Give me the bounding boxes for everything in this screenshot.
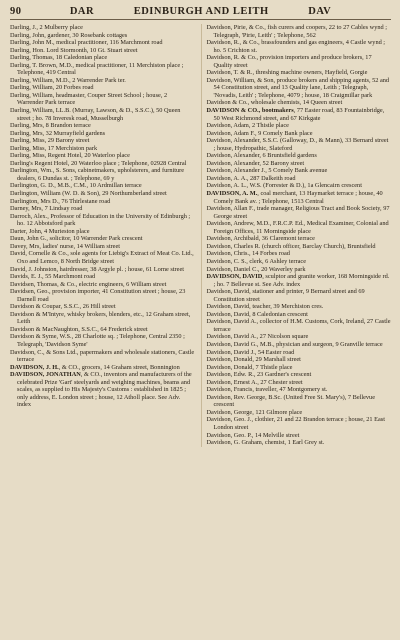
directory-entry: David, Cornelle & Co., sole agents for Liebig's Extract of Meat Co. Ltd., Oxo and Lemco, 8 North Bridge street xyxy=(10,250,194,265)
directory-entry: Darling, John M., medical practitioner, 116 Marchmont road xyxy=(10,39,163,47)
directory-entry: Davidson, Adam F., 9 Comely Bank place xyxy=(206,129,313,137)
directory-entry: Davidson, David, teacher, 39 Merchiston cres. xyxy=(206,303,324,311)
directory-entry: Davidson, Andrew, M.D., F.R.C.P. Ed., Medical Examiner, Colonial and Foreign Offices, 11 Morningside place xyxy=(206,220,389,235)
right-column xyxy=(201,24,392,447)
directory-entry: Davidson & Syme, W.S., 28 Charlotte sq. ; Telephone, Central 2350 ; Telegraph, 'Davidson Syme' xyxy=(10,333,185,348)
directory-entry: Davidson, Adam, 2 Thistle place xyxy=(206,122,289,130)
left-column xyxy=(10,24,195,447)
directory-entry: Davidson, A. L., W.S. (Forrester & D.), 1a Glencairn crescent xyxy=(206,182,362,190)
directory-entry: Darling, William, 20 Forbes road xyxy=(10,84,94,92)
directory-entry: Davidson & M'Intyre, whisky brokers, blenders, etc., 12 Graham street, Leith xyxy=(10,310,191,326)
page-title: EDINBURGH AND LEITH xyxy=(133,6,269,17)
running-header xyxy=(10,6,391,20)
directory-entry: DAVIDSON & CO., bootmakers, 77 Easter road, 83 Fountainbridge, 50 West Richmond street, and 67 Kirkgate xyxy=(206,107,385,122)
directory-entry: David, J. Johnston, hairdresser, 38 Argyle pl. ; house, 61 Lorne street xyxy=(10,265,184,273)
directory-entry: Darling, William, M.D., 2 Warrender Park ter. xyxy=(10,76,126,84)
directory-entry: Davidson, David G., M.B., physician and surgeon, 9 Granville terrace xyxy=(206,340,383,348)
directory-entry: Davidson, Alexander, 52 Barony street xyxy=(206,159,305,167)
directory-entry: DAVIDSON, J. H., & CO., grocers, 14 Graham street, Bonnington xyxy=(10,363,180,371)
directory-entry: Davidson, Chris., 14 Forbes road xyxy=(206,250,290,258)
directory-entry: DAVIDSON, A. M., coal merchant, 13 Haymarket terrace ; house, 40 Comely Bank av. ; Telephone, 1513 Central xyxy=(206,190,383,205)
directory-entry: Darter, John, 4 Murieston place xyxy=(10,227,90,235)
directory-entry: Davidson, George, 121 Gilmore place xyxy=(206,408,303,416)
directory-entry: Daun, John G., solicitor, 10 Warrender Park crescent xyxy=(10,235,143,243)
directory-entry: Davidson, Geo. J., clothier, 21 and 22 Brandon terrace ; house, 21 East London street xyxy=(206,416,385,431)
directory-entry: Davidson & MacNaughton, S.S.C., 64 Frederick street xyxy=(10,325,148,333)
directory-entry: Davidson, G. Graham, chemist, 1 Earl Grey st. xyxy=(206,439,325,447)
directory-entry: Darroch, Alex., Professor of Education in the University of Edinburgh ; ho. 12 Abbotsford park xyxy=(10,212,191,228)
directory-entry: Davidson, William, & Son, produce brokers and shipping agents, 52 and 54 Constitution street, and 13 Quality lane, Leith ; Telegraph, 'Novadis, Leith' ; Telephone, 4079 ; house, 18 Craigmillar park xyxy=(206,76,390,99)
directory-entry: Davidson, Geo. P., 14 Melville street xyxy=(206,431,300,439)
directory-entry: Darling's Regent Hotel, 20 Waterloo place ; Telephone, 02928 Central xyxy=(10,159,187,167)
directory-entry: DAVIDSON, JONATHAN, & CO., inventors and manufacturers of the celebrated Prize 'Gart' steelyards and weighing machines, beams and scales, as supplied to His Majesty's Customs : established in 1825 ; only address, E. London street ; house, 12 Atholl place. See Adv. index xyxy=(10,371,192,409)
directory-entry: Davidson, Donald, 29 Marshall street xyxy=(206,356,301,364)
directory-entry: Darling, T. Brown, M.D., medical practitioner, 11 Merchiston place ; Telephone, 419 Central xyxy=(10,61,184,77)
directory-entry: Davidson, R., & Co., brassfounders and gas engineers, 4 Castle wynd ; ho. 5 Crichton st. xyxy=(206,39,386,54)
directory-entry: Darling, Miss, Regent Hotel, 20 Waterloo place xyxy=(10,152,130,160)
directory-entry: Davidson, Rev. George, B.Sc. (United Free St. Mary's), 7 Bellevue crescent xyxy=(206,393,375,409)
directory-entry: Davidson, David, 8 Caledonian crescent xyxy=(206,310,308,318)
directory-entry: Davidson, Pirie, & Co., fish curers and coopers, 22 to 27 Cables wynd ; Telegraph, 'Pirie, Leith' ; Telephone, 562 xyxy=(206,24,387,39)
directory-entry: Davids, E. J., 55 Marchmont road xyxy=(10,273,96,281)
directory-entry: Davidson, T. & R., threshing machine owners, Hayfield, Gorgie xyxy=(206,69,368,77)
directory-entry: Davidson, Alexander J., 5 Comely Bank avenue xyxy=(206,167,328,175)
directory-entry: Davidson, Allan F., trade manager, Religious Tract and Book Society, 97 George street xyxy=(206,205,390,220)
directory-entry: Darling, Miss, 29 Barony street xyxy=(10,137,90,145)
directory-entry: Davidson, David A., collector of H.M. Customs, Cork, Ireland, 27 Castle terrace xyxy=(206,318,391,333)
right-guide-word: DAV xyxy=(308,6,332,17)
directory-entry: Davidsen, Geo., provision importer, 41 Constitution street ; house, 23 Darnell road xyxy=(10,288,186,303)
directory-entry: Darling, Miss, 17 Merchiston park xyxy=(10,144,98,152)
directory-entry: Darlington, William (W. D. & Son), 29 Northumberland street xyxy=(10,190,167,198)
directory-entry: Darney, Mrs, 7 Lindsay road xyxy=(10,205,83,213)
directory-entry: Davidson, C., & Sons Ltd., papermakers and wholesale stationers, Castle terrace xyxy=(10,348,195,364)
directory-entry: Davidson, C. S., clerk, 6 Ashley terrace xyxy=(206,257,307,265)
directory-entry: Davidson, David, stationer and printer, 9 Bernard street and 69 Constitution street xyxy=(206,288,365,303)
directory-entry: Davidson, Daniel C., 20 Waverley park xyxy=(206,265,306,273)
directory-entry: Davidson, David J., 54 Easter road xyxy=(206,348,295,356)
directory-entry: Darling, John, gardener, 30 Rosebank cottages xyxy=(10,31,128,39)
directory-entry: Davidsen, Thomas, & Co., electric engineers, 6 William street xyxy=(10,280,167,288)
directory-entry: Darlington, G. D., M.B., C.M., 10 Ardmillan terrace xyxy=(10,182,142,190)
directory-entry: Darling, J., 2 Mulberry place xyxy=(10,24,83,31)
directory-entry: Darling, Mrs, 32 Murrayfield gardens xyxy=(10,129,106,137)
directory-entry: DAVIDSON, DAVID, sculptor and granite worker, 168 Morningside rd. ; ho. 7 Bellevue st. See Adv. index xyxy=(206,273,390,288)
left-guide-word: DAR xyxy=(69,6,95,17)
directory-entry: Davidson, David A., 27 Nicolson square xyxy=(206,333,309,341)
directory-entry: Darling, William, LL.B. (Murray, Lawson, & D., S.S.C.), 50 Queen street ; ho. 78 Inveresk road, Musselburgh xyxy=(10,107,181,122)
directory-entry: Darlington, Mrs D., 76 Thirlestane road xyxy=(10,197,111,205)
directory-entry: Davidson & Coupar, S.S.C., 26 Hill street xyxy=(10,303,116,311)
directory-entry: Davidson, Francis, traveller, 47 Montgomery st. xyxy=(206,386,328,394)
directory-entry: Darling, Thomas, 18 Caledonian place xyxy=(10,54,108,62)
directory-entry: Davidson & Co., wholesale chemists, 14 Queen street xyxy=(206,99,343,107)
directory-entry: Darling, Mrs, 8 Brandon terrace xyxy=(10,122,91,130)
directory-entry: Davidson, Alexander, S.S.C. (Galloway, D., & Mann), 33 Bernard street ; house, Hydropathic, Slateford xyxy=(206,137,389,152)
directory-entry: Davidson, Edw. R., 23 Gardner's crescent xyxy=(206,371,312,379)
directory-entry: Davidson, R. & Co., provision importers and produce brokers, 17 Quality street xyxy=(206,54,372,69)
directory-entry: Davidson, Alexander, 6 Bruntsfield gardens xyxy=(206,152,317,160)
directory-entry: Davidson, Donald, 7 Thistle place xyxy=(206,363,293,371)
directory-entry: Darling, William, headmaster, Couper Street School ; house, 2 Warrender Park terrace xyxy=(10,91,168,107)
page-number: 90 xyxy=(10,6,22,17)
directory-entry: Davidson, Ernest A., 27 Chester street xyxy=(206,378,303,386)
directory-entry: Davey, Mrs, ladies' nurse, 14 William street xyxy=(10,242,121,250)
directory-entry: Davidson, Archibald, 36 Claremont terrace xyxy=(206,235,315,243)
directory-entry: Darling, Hon. Lord Stormonth, 10 Gt. Stuart street xyxy=(10,46,138,54)
directory-entry: Davidson, Charles R. (church officer, Barclay Church), Bruntsfield xyxy=(206,242,376,250)
directory-entry: Davidson, A. A., 287 Dalkeith road xyxy=(206,174,296,182)
directory-entry: Darlington, Wm., S. Sons, cabinetmakers, upholsterers, and furniture dealers, 6 Dundas st. ; Telephone, 69 y xyxy=(10,167,185,182)
